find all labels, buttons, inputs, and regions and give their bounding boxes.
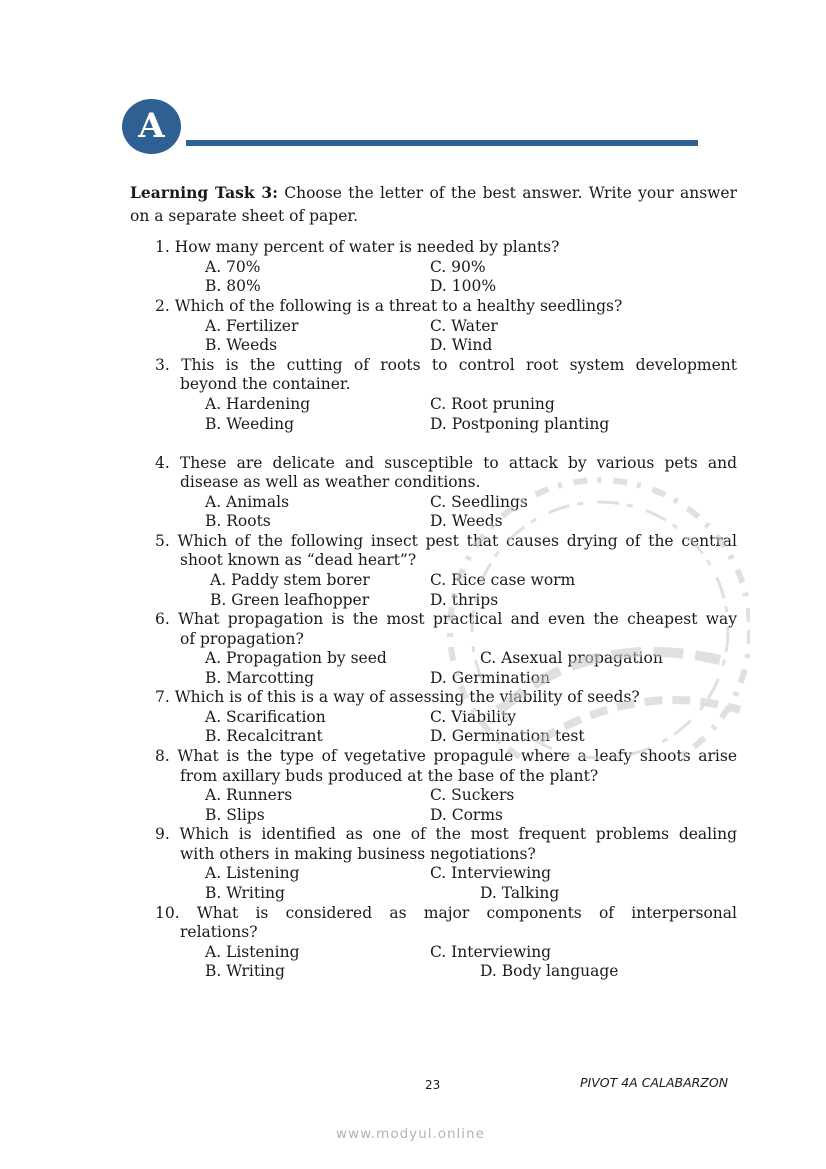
question-1: 1. How many percent of water is needed by plants? [155,238,560,256]
q8-option-b: B. Slips [205,806,265,824]
q2-option-d: D. Wind [430,336,493,354]
question-9: 9. Which is identified as one of the most frequent problems dealing [155,825,737,843]
q10-option-a: A. Listening [205,943,300,961]
q3-option-d: D. Postponing planting [430,415,610,433]
question-3-cont: beyond the container. [180,375,351,393]
task-instructions-text: Choose the letter of the best answer. Write your answer on a separate sheet of paper. [130,184,738,225]
q4-option-b: B. Roots [205,512,271,530]
q3-option-a: A. Hardening [205,395,311,413]
question-10-cont: relations? [180,923,258,941]
q2-option-c: C. Water [430,317,498,335]
q2-option-b: B. Weeds [205,336,278,354]
q6-option-b: B. Marcotting [205,669,315,687]
question-6: 6. What propagation is the most practical and even the cheapest way [155,610,737,628]
q1-option-b: B. 80% [205,277,261,295]
q7-option-d: D. Germination test [430,727,585,745]
q5-option-c: C. Rice case worm [430,571,576,589]
q7-option-c: C. Viability [430,708,517,726]
question-4-cont: disease as well as weather conditions. [180,473,481,491]
footer-label: PIVOT 4A CALABARZON [580,1075,729,1090]
question-8-cont: from axillary buds produced at the base of the plant? [180,767,599,785]
q8-option-c: C. Suckers [430,786,515,804]
q10-option-c: C. Interviewing [430,943,552,961]
page-number: 23 [425,1078,441,1092]
watermark: www.modyul.online [336,1126,485,1142]
q10-option-b: B. Writing [205,962,285,980]
q5-option-a: A. Paddy stem borer [210,571,370,589]
q3-option-b: B. Weeding [205,415,295,433]
q10-option-d: D. Body language [480,962,619,980]
q1-option-d: D. 100% [430,277,497,295]
question-10: 10. What is considered as major components of interpersonal [155,904,737,922]
q6-option-d: D. Germination [430,669,551,687]
q9-option-a: A. Listening [205,864,300,882]
question-8: 8. What is the type of vegetative propagule where a leafy shoots arise [155,747,737,765]
q4-option-a: A. Animals [205,493,290,511]
question-4: 4. These are delicate and susceptible to attack by various pets and [155,454,737,472]
q8-option-d: D. Corms [430,806,503,824]
question-3: 3. This is the cutting of roots to control root system development [155,356,737,374]
q3-option-c: C. Root pruning [430,395,555,413]
q1-option-c: C. 90% [430,258,486,276]
q9-option-d: D. Talking [480,884,560,902]
task-title: Learning Task 3: [130,183,278,202]
question-5-cont: shoot known as “dead heart”? [180,551,417,569]
task-instructions [130,181,737,228]
question-6-cont: of propagation? [180,630,304,648]
q5-option-d: D. thrips [430,591,499,609]
q9-option-b: B. Writing [205,884,285,902]
question-5: 5. Which of the following insect pest that causes drying of the central [155,532,737,550]
q7-option-b: B. Recalcitrant [205,727,323,745]
question-2: 2. Which of the following is a threat to a healthy seedlings? [155,297,623,315]
q8-option-a: A. Runners [205,786,293,804]
q1-option-a: A. 70% [205,258,261,276]
question-9-cont: with others in making business negotiations? [180,845,536,863]
q4-option-c: C. Seedlings [430,493,528,511]
section-divider [186,140,698,146]
section-badge: A [122,99,181,154]
q6-option-a: A. Propagation by seed [205,649,387,667]
q5-option-b: B. Green leafhopper [210,591,370,609]
q4-option-d: D. Weeds [430,512,503,530]
q9-option-c: C. Interviewing [430,864,552,882]
q6-option-c: C. Asexual propagation [480,649,663,667]
q7-option-a: A. Scarification [205,708,326,726]
question-7: 7. Which is of this is a way of assessing the viability of seeds? [155,688,640,706]
q2-option-a: A. Fertilizer [205,317,299,335]
